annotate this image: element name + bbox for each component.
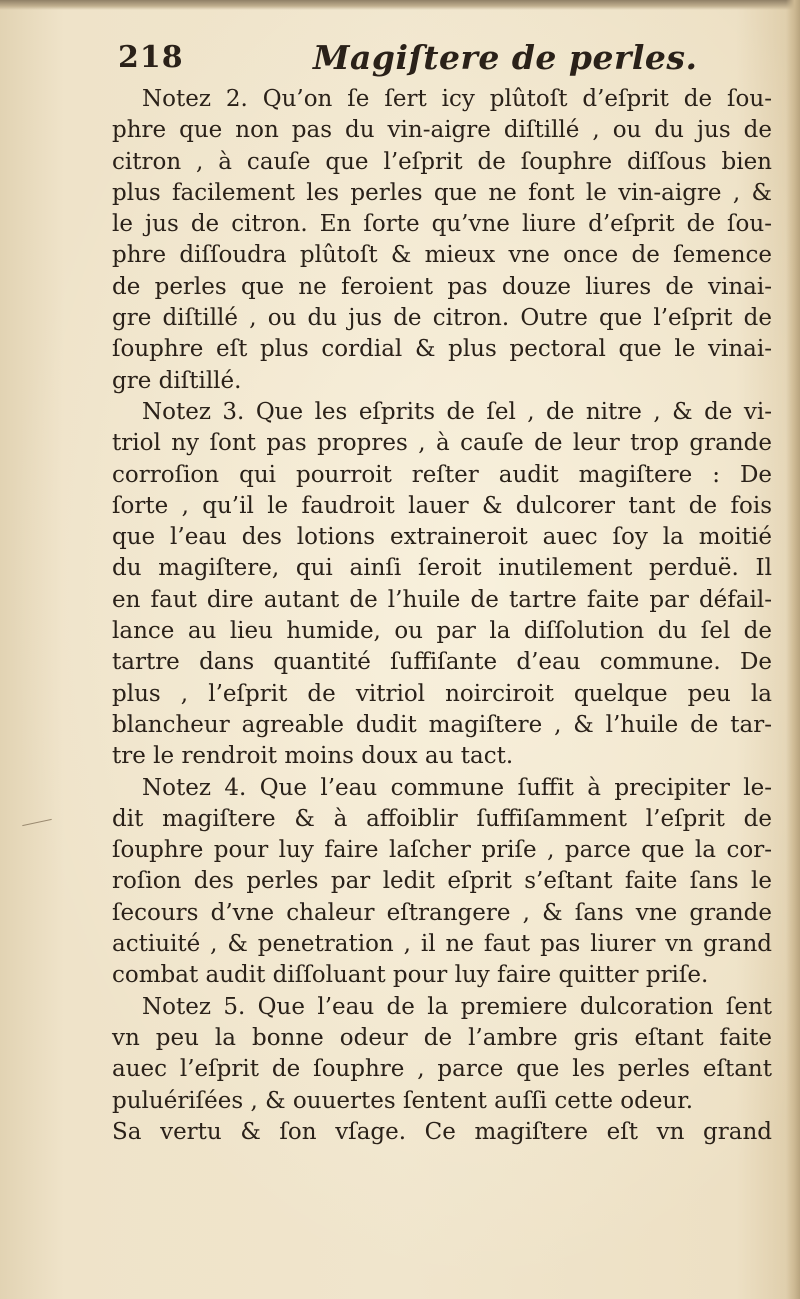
text-line: gre diſtillé , ou du jus de citron. Outre que l’eſprit de <box>112 305 772 332</box>
page-gutter-shadow <box>786 0 800 1299</box>
text-line: ſecours d’vne chaleur eſtrangere , & ſans vne grande <box>112 899 772 926</box>
page-top-edge <box>0 0 800 10</box>
margin-pen-mark <box>22 819 52 826</box>
text-line: Notez 3. Que les eſprits de ſel , de nitre , & de vi- <box>142 398 772 425</box>
text-line: plus facilement les perles que ne font le vin-aigre , & <box>112 179 772 206</box>
text-line: que l’eau des lotions extraineroit auec ſoy la moitié <box>112 524 772 551</box>
text-line: vn peu la bonne odeur de l’ambre gris eſtant faite <box>112 1024 772 1051</box>
text-line: dit magiſtere & à affoiblir ſuffiſamment l’eſprit de <box>112 805 772 832</box>
text-line: ſorte , qu’il le faudroit lauer & dulcorer tant de fois <box>112 492 772 519</box>
text-line: citron , à cauſe que l’eſprit de ſouphre diſſous bien <box>112 148 772 175</box>
text-line: le jus de citron. En ſorte qu’vne liure d’eſprit de ſou- <box>112 211 772 238</box>
page-number: 218 <box>118 40 184 75</box>
text-line: gre diſtillé. <box>112 367 242 394</box>
text-line: phre diſſoudra plûtoſt & mieux vne once de ſemence <box>112 242 772 269</box>
text-line: phre que non pas du vin-aigre diſtillé , ou du jus de <box>112 117 772 144</box>
body-text <box>112 84 772 1148</box>
text-line: roſion des perles par ledit eſprit s’eſtant faite ſans le <box>112 868 772 895</box>
text-line: de perles que ne feroient pas douze liures de vinai- <box>112 273 772 300</box>
text-line: plus , l’eſprit de vitriol noirciroit quelque peu la <box>112 680 772 707</box>
text-line: Notez 5. Que l’eau de la premiere dulcoration ſent <box>142 993 772 1020</box>
text-line: puluériſées , & ouuertes ſentent auſſi cette odeur. <box>112 1087 694 1114</box>
text-line: ſouphre eſt plus cordial & plus pectoral que le vinai- <box>112 336 772 363</box>
text-line: auec l’eſprit de ſouphre , parce que les perles eſtant <box>112 1056 772 1083</box>
text-line: blancheur agreable dudit magiſtere , & l’huile de tar- <box>112 711 772 738</box>
text-line: du magiſtere, qui ainſi ſeroit inutilement perduë. Il <box>112 555 772 582</box>
text-line: Notez 4. Que l’eau commune ſuffit à precipiter le- <box>142 774 772 801</box>
page-header <box>118 40 778 90</box>
text-line: actiuité , & penetration , il ne faut pas liurer vn grand <box>112 931 772 958</box>
text-line: en faut dire autant de l’huile de tartre faite par défail- <box>112 586 772 613</box>
text-line: ſouphre pour luy faire laſcher priſe , parce que la cor- <box>112 837 772 864</box>
running-title: Magiſtere de perles. <box>313 38 698 77</box>
text-line: tartre dans quantité ſuffiſante d’eau commune. De <box>112 649 772 676</box>
text-line: corroſion qui pourroit reſter audit magiſtere : De <box>112 461 772 488</box>
text-line: combat audit diſſoluant pour luy faire quitter priſe. <box>112 962 709 989</box>
text-line: tre le rendroit moins doux au tact. <box>112 743 514 770</box>
text-line: Notez 2. Qu’on ſe ſert icy plûtoſt d’eſprit de ſou- <box>142 86 772 112</box>
text-line: Sa vertu & ſon vſage. Ce magiſtere eſt vn grand <box>112 1118 772 1145</box>
text-line: lance au lieu humide, ou par la diſſolution du ſel de <box>112 618 772 645</box>
text-line: triol ny ſont pas propres , à cauſe de leur trop grande <box>112 430 772 457</box>
